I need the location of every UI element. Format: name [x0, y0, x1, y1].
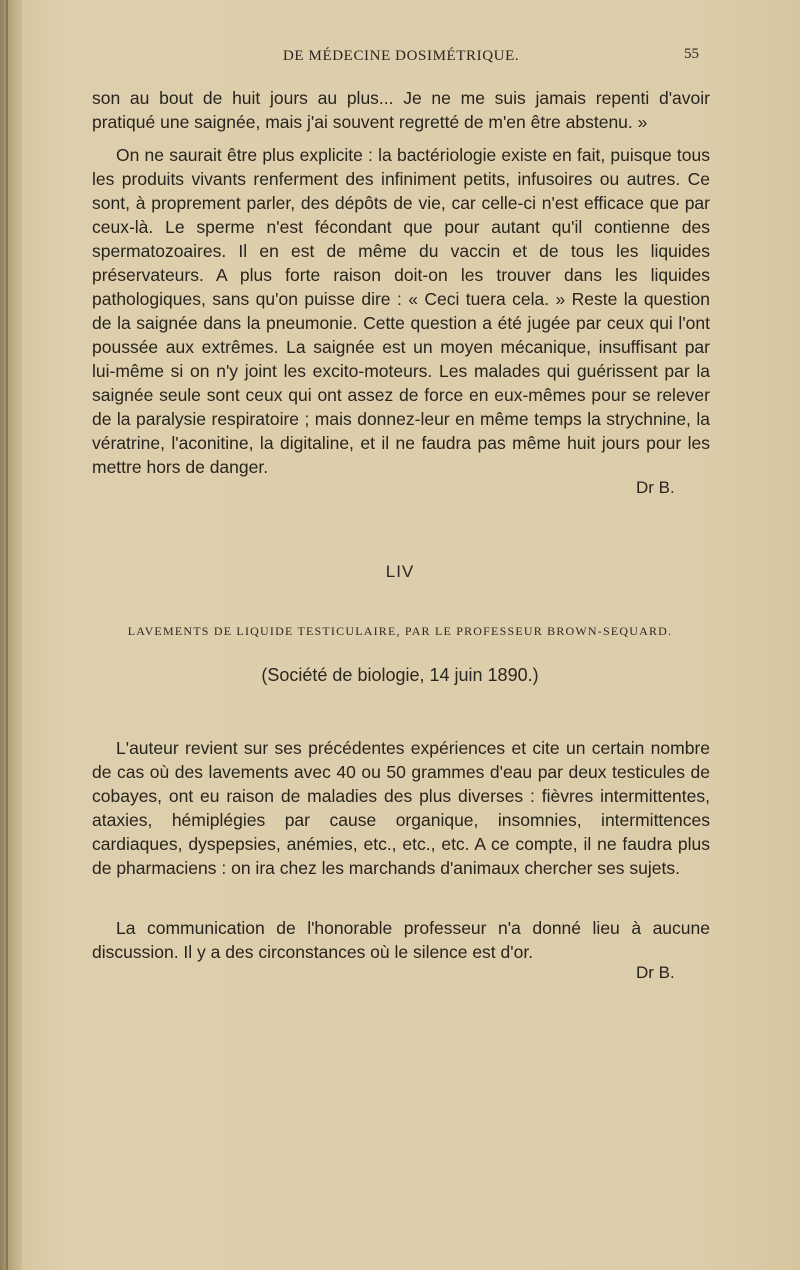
section-number: LIV — [385, 562, 415, 581]
signature: Dr B. — [636, 963, 675, 982]
paragraph-continuation: son au bout de huit jours au plus... Je ne me suis jamais repenti d'avoir pratiqué une saignée, mais j'ai souvent regretté de m'en être abstenu. » — [92, 88, 710, 132]
paragraph-experiments: L'auteur revient sur ses précédentes expériences et cite un certain nombre de cas où des lavements avec 40 ou 50 grammes d'eau par deux testicules de cobayes, ont eu raison de maladies des plus diverses : fièvres intermittentes, ataxies, hémiplégies par cause organique, insomnies, intermittences cardiaques, dyspepsies, anémies, etc., etc., etc. A ce compte, il ne faudra plus de pharmaciens : on ira chez les marchands d'animaux chercher ses sujets. — [92, 738, 710, 878]
paragraph-bacteriology — [92, 143, 710, 479]
page-header — [0, 48, 800, 72]
paragraph-bacteriology-text: On ne saurait être plus explicite : la bactériologie existe en fait, puisque tous les produits vivants renferment des infiniment petits, infusoires ou autres. Ce sont, à proprement parler, des dépôts de vie, car celle-ci n'est efficace que par ceux-là. Le sperme n'est fécondant que pour autant qu'il contienne des spermatozoaires. Il en est de même du vaccin et de tous les liquides préservateurs. A plus forte raison doit-on les trouver dans les liquides pathologiques, sans qu'on puisse dire : « Ceci tuera cela. » Reste la question de la saignée dans la pneumonie. Cette question a été jugée par ceux qui l'ont poussée aux extrêmes. La saignée est un moyen mécanique, insuffisant par lui-même si on n'y joint les excito-moteurs. Les malades qui guérissent par la saignée seule sont ceux qui ont assez de force en eux-mêmes pour se relever de la paralysie respiratoire ; mais donnez-leur en même temps la strychnine, la vératrine, l'aconitine, la digitaline, et il ne faudra pas même huit jours pour les mettre hors de danger. — [92, 145, 710, 477]
page-number: 55 — [684, 46, 699, 62]
article-title: LAVEMENTS DE LIQUIDE TESTICULAIRE, PAR LE PROFESSEUR BROWN-SEQUARD. — [127, 624, 673, 638]
paragraph-discussion: La communication de l'honorable professeur n'a donné lieu à aucune discussion. Il y a des circonstances où le silence est d'or. — [92, 918, 710, 962]
running-head: DE MÉDECINE DOSIMÉTRIQUE. — [283, 48, 520, 64]
article-source: (Société de biologie, 14 juin 1890.) — [261, 665, 539, 685]
signature: Dr B. — [636, 478, 675, 497]
